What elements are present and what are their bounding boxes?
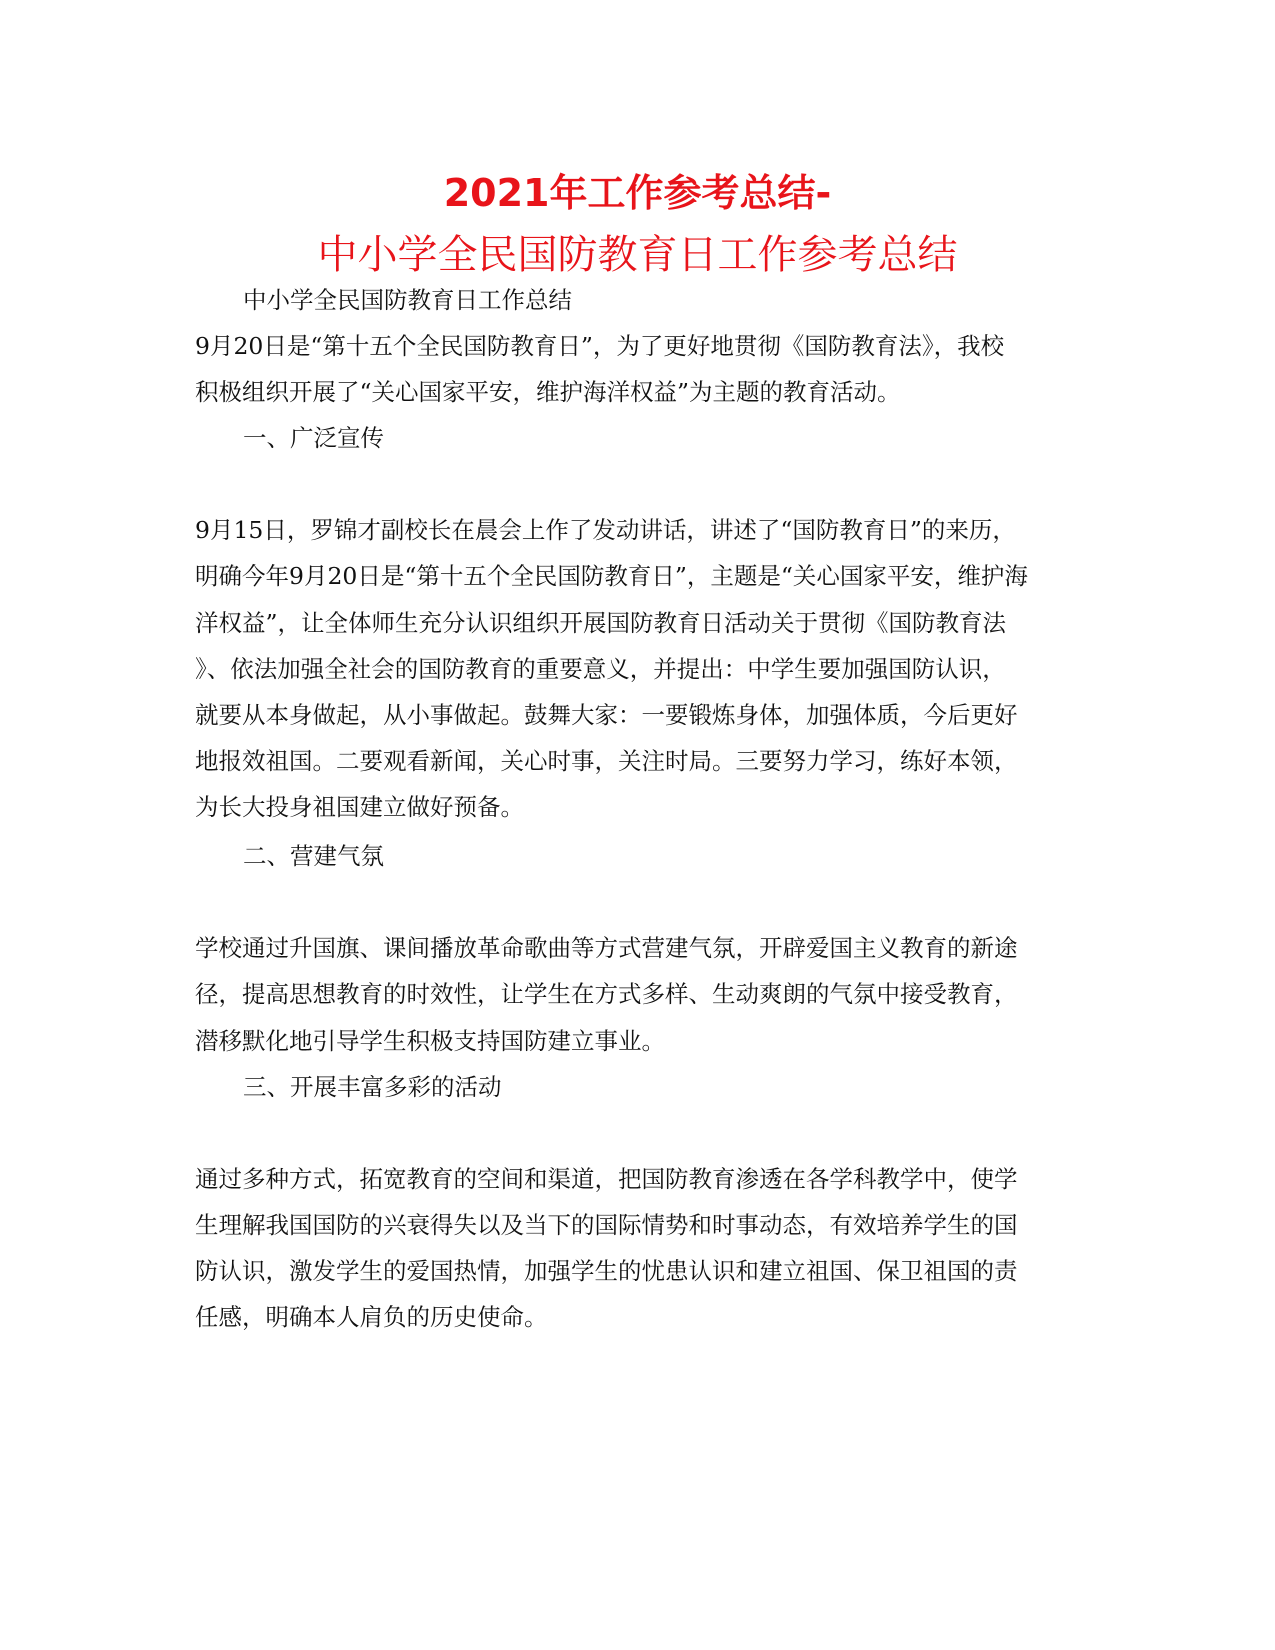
intro-line: 9月20日是“第十五个全民国防教育日”，为了更好地贯彻《国防教育法》，我校 bbox=[195, 332, 1005, 360]
section-heading: 一、广泛宣传 bbox=[243, 424, 384, 452]
section-heading: 二、营建气氛 bbox=[243, 842, 384, 870]
paragraph-line: 防认识，激发学生的爱国热情，加强学生的忧患认识和建立祖国、保卫祖国的责 bbox=[195, 1257, 1018, 1285]
intro-line: 积极组织开展了“关心国家平安，维护海洋权益”为主题的教育活动。 bbox=[195, 378, 901, 406]
paragraph-line: 径，提高思想教育的时效性，让学生在方式多样、生动爽朗的气氛中接受教育， bbox=[195, 980, 1018, 1008]
paragraph-line: 洋权益”，让全体师生充分认识组织开展国防教育日活动关于贯彻《国防教育法 bbox=[195, 609, 1007, 637]
paragraph-line: 地报效祖国。二要观看新闻，关心时事，关注时局。三要努力学习，练好本领， bbox=[195, 747, 1018, 775]
document-title-line-2: 中小学全民国防教育日工作参考总结 bbox=[317, 232, 958, 278]
paragraph-line: 潜移默化地引导学生积极支持国防建立事业。 bbox=[195, 1027, 665, 1055]
paragraph-line: 为长大投身祖国建立做好预备。 bbox=[195, 793, 524, 821]
document-title-line-1: 2021年工作参考总结- bbox=[443, 171, 832, 215]
paragraph-line: 任感，明确本人肩负的历史使命。 bbox=[195, 1303, 548, 1331]
paragraph-line: 生理解我国国防的兴衰得失以及当下的国际情势和时事动态，有效培养学生的国 bbox=[195, 1211, 1018, 1239]
paragraph-line: 明确今年9月20日是“第十五个全民国防教育日”，主题是“关心国家平安，维护海 bbox=[195, 562, 1028, 590]
paragraph-line: 》、依法加强全社会的国防教育的重要意义，并提出：中学生要加强国防认识， bbox=[195, 655, 1006, 683]
document-subtitle: 中小学全民国防教育日工作总结 bbox=[243, 286, 572, 314]
paragraph-line: 通过多种方式，拓宽教育的空间和渠道，把国防教育渗透在各学科教学中，使学 bbox=[195, 1165, 1018, 1193]
paragraph-line: 就要从本身做起，从小事做起。鼓舞大家：一要锻炼身体，加强体质，今后更好 bbox=[195, 701, 1018, 729]
paragraph-line: 9月15日，罗锦才副校长在晨会上作了发动讲话，讲述了“国防教育日”的来历， bbox=[195, 516, 1016, 544]
section-heading: 三、开展丰富多彩的活动 bbox=[243, 1073, 502, 1101]
paragraph-line: 学校通过升国旗、课间播放革命歌曲等方式营建气氛，开辟爱国主义教育的新途 bbox=[195, 934, 1018, 962]
